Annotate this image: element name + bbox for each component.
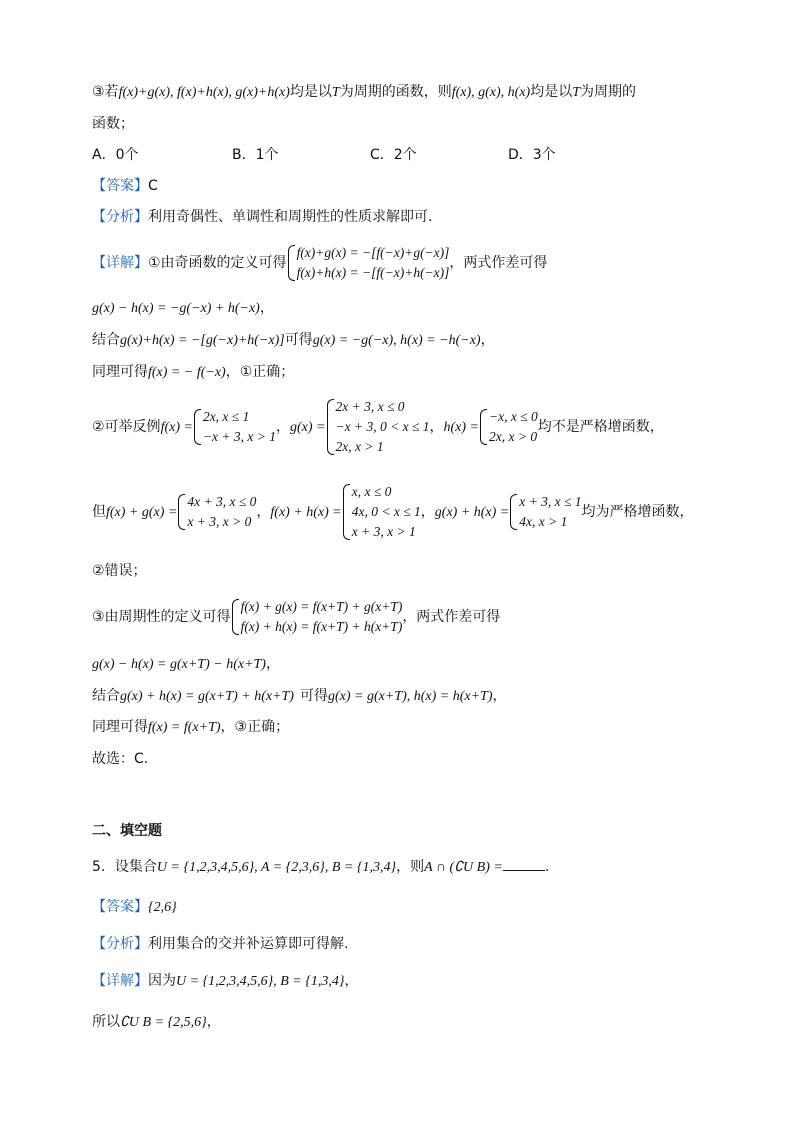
- item3-cond: f(x)+g(x), f(x)+h(x), g(x)+h(x): [118, 85, 290, 100]
- case-row: x + 3, x > 1: [351, 524, 416, 539]
- d3-sys-row: f(x) + h(x) = f(x+T) + h(x+T): [240, 619, 403, 634]
- d1-comb-res: g(x) = −g(−x), h(x) = −h(−x): [312, 333, 481, 348]
- d2-f-cases: [193, 407, 276, 447]
- d2-text: ②可举反例: [92, 419, 161, 435]
- q5-d1-eq: U = {1,2,3,4,5,6}, B = {1,3,4}: [176, 974, 345, 989]
- d3-eq: g(x) − h(x) = g(x+T) − h(x+T): [92, 657, 266, 672]
- q5-stem: [92, 856, 549, 878]
- q5-expr: A ∩ (∁U B) =: [424, 860, 503, 875]
- choose-line: 故选：C.: [92, 751, 149, 767]
- d1-same-line: [92, 362, 294, 383]
- item3-T: T: [331, 85, 340, 100]
- d1-comb-eq: g(x)+h(x) = −[g(−x)+h(−x)]: [120, 333, 285, 348]
- item3-cont: 函数；: [92, 116, 134, 132]
- case-row: x, x ≤ 0: [351, 484, 392, 499]
- q5-d2-end: ，: [206, 1014, 221, 1030]
- d2-but-line: [92, 482, 694, 542]
- d3-system: [231, 597, 403, 637]
- case-row: 2x, x > 0: [489, 429, 538, 444]
- option-a: A．0个: [92, 147, 139, 163]
- d1-sys-row: f(x)+g(x) = −[f(−x)+g(−x)]: [296, 245, 450, 260]
- d2-fg-cases: [177, 492, 256, 532]
- d3-line: [92, 597, 500, 637]
- q4-answer: [92, 176, 158, 196]
- item3-end: 为周期的: [580, 84, 637, 100]
- item3-funcs: f(x), g(x), h(x): [451, 85, 531, 100]
- q5-dot: .: [544, 859, 550, 875]
- item3-T2: T: [572, 85, 581, 100]
- d3-after: ，两式作差可得: [402, 609, 501, 625]
- case-row: 2x, x > 1: [335, 439, 384, 454]
- case-row: −x + 3, x > 1: [202, 429, 277, 444]
- d2-h-cases: [479, 407, 538, 447]
- d2-g-cases: [326, 397, 430, 457]
- analysis-tag: 【分析】: [92, 209, 148, 225]
- q5-set: U = {1,2,3,4,5,6}, A = {2,3,6}, B = {1,3,4}: [156, 860, 397, 875]
- d3-comb-c: ，: [492, 688, 507, 704]
- q5-detail-2: [92, 1012, 221, 1033]
- d1-system: [287, 243, 450, 283]
- analysis-text: 利用奇偶性、单调性和周期性的性质求解即可.: [148, 209, 433, 225]
- case-row: −x, x ≤ 0: [489, 409, 538, 424]
- d1-comb-a: 结合: [92, 332, 120, 348]
- d2-fh-cases: [342, 482, 421, 542]
- item3-mid3: 均是以: [530, 84, 573, 100]
- d3-eq-line: [92, 654, 280, 675]
- d3-comb-b: 可得: [299, 688, 328, 704]
- case-row: 2x + 3, x ≤ 0: [335, 399, 405, 414]
- d2-h: h(x) =: [443, 420, 479, 435]
- q5-num: 5．设集合: [92, 859, 157, 875]
- q5-detail-1: [92, 971, 358, 992]
- d3-comma: ，: [265, 656, 280, 672]
- answer-blank[interactable]: [503, 856, 545, 871]
- q5-answer: [92, 897, 177, 918]
- case-row: 4x, 0 < x ≤ 1: [351, 504, 421, 519]
- case-row: −x + 3, 0 < x ≤ 1: [335, 419, 430, 434]
- d2-gh: g(x) + h(x) =: [434, 505, 510, 520]
- d1-same-b: ，①正确；: [225, 364, 295, 380]
- answer-value: {2,6}: [148, 900, 177, 915]
- sep: ，: [420, 504, 435, 520]
- item3-mid: 均是以: [289, 84, 332, 100]
- d3-text: ③由周期性的定义可得: [92, 609, 231, 625]
- d2-f: f(x) =: [160, 420, 193, 435]
- case-row: x + 3, x > 0: [187, 514, 252, 529]
- d1-after: ，两式作差可得: [449, 255, 548, 271]
- detail-tag: 【详解】: [92, 973, 148, 989]
- d1-eq-line: [92, 298, 274, 319]
- q5-d2: 所以: [92, 1014, 120, 1030]
- d1-sys-row: f(x)+h(x) = −[f(−x)+h(−x)]: [296, 265, 450, 280]
- d3-same-b: ，③正确；: [220, 719, 290, 735]
- d2-line: [92, 397, 664, 457]
- d2-g: g(x) =: [290, 420, 326, 435]
- d2-wrong: ②错误；: [92, 563, 147, 579]
- q5-d2-eq: ∁U B = {2,5,6}: [120, 1015, 207, 1030]
- d1-eq: g(x) − h(x) = −g(−x) + h(−x): [92, 301, 260, 316]
- d1-comb-b: 可得: [284, 332, 313, 348]
- d1-comma: ，: [259, 300, 274, 316]
- option-d: D．3个: [508, 147, 556, 163]
- d2-fg: f(x) + g(x) =: [106, 505, 178, 520]
- sep: ，: [429, 419, 444, 435]
- d3-same-a: 同理可得: [92, 719, 148, 735]
- q4-detail-1: [92, 243, 547, 283]
- d1-comb-line: [92, 330, 495, 351]
- option-b: B．1个: [232, 147, 279, 163]
- q5-then: ，则: [396, 859, 425, 875]
- d2-but: 但: [92, 504, 106, 520]
- q5-d1-end: ，: [344, 973, 359, 989]
- item3-mid2: 为周期的函数，则: [339, 84, 452, 100]
- answer-tag: 【答案】: [92, 178, 148, 194]
- answer-tag: 【答案】: [92, 899, 148, 915]
- case-row: 4x + 3, x ≤ 0: [187, 494, 257, 509]
- sep: ，: [276, 419, 291, 435]
- analysis-text: 利用集合的交并补运算即可得解.: [148, 936, 349, 952]
- analysis-tag: 【分析】: [92, 936, 148, 952]
- d2-gh-cases: [509, 492, 581, 532]
- section-title: 二、填空题: [92, 823, 162, 839]
- detail-tag: 【详解】: [92, 255, 148, 271]
- d3-same-line: [92, 717, 289, 738]
- d2-after2: 均为严格增函数，: [581, 504, 694, 520]
- q4-analysis: [92, 207, 432, 227]
- d1-same-a: 同理可得: [92, 364, 148, 380]
- d2-fh: f(x) + h(x) =: [270, 505, 342, 520]
- d3-same-eq: f(x) = f(x+T): [148, 720, 221, 735]
- sep: ，: [256, 504, 271, 520]
- q5-analysis: [92, 934, 348, 954]
- d2-after: 均不是严格增函数，: [537, 419, 664, 435]
- d3-sys-row: f(x) + g(x) = f(x+T) + g(x+T): [240, 599, 403, 614]
- d3-comb-line: [92, 686, 506, 707]
- option-c: C．2个: [370, 147, 417, 163]
- d3-comb-eq: g(x) + h(x) = g(x+T) + h(x+T): [120, 689, 294, 704]
- d3-comb-res: g(x) = g(x+T), h(x) = h(x+T): [327, 689, 493, 704]
- item3-line: [92, 82, 636, 103]
- case-row: 4x, x > 1: [519, 514, 568, 529]
- q5-d1: 因为: [148, 973, 176, 989]
- item3-lead: ③若: [92, 84, 119, 100]
- answer-value: C: [148, 178, 158, 194]
- case-row: x + 3, x ≤ 1: [519, 494, 582, 509]
- d1-comb-c: ，: [480, 332, 495, 348]
- d3-comb-a: 结合: [92, 688, 120, 704]
- case-row: 2x, x ≤ 1: [202, 409, 250, 424]
- d1-same-eq: f(x) = − f(−x): [148, 365, 226, 380]
- d1-text: ①由奇函数的定义可得: [148, 255, 287, 271]
